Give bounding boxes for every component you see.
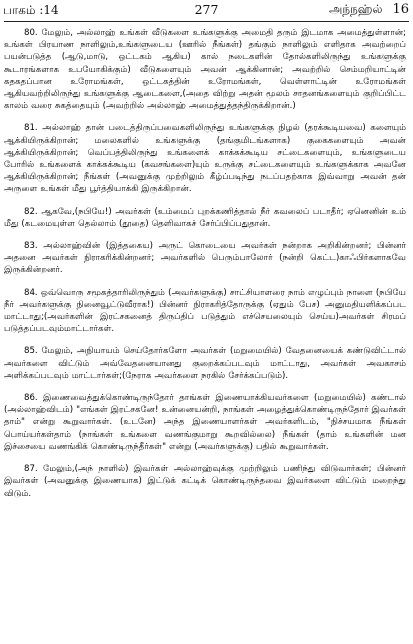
chapter-title: அந்நஹ்ல் bbox=[329, 2, 383, 16]
verse-83: 83. அல்லாஹ்வின் (இத்தகைய) அருட் கொடையை அவர்கள் நன்றாக அறிகின்றனர்; பின்னர் அதனை அவர்கள் நிராகரிக்கின்றனர்; அவர்களில் பெரும்பாலோர் (நன்றி கெட்ட)காஃபிர்களாகவே இருக்கின்றனர். bbox=[4, 241, 406, 276]
verse-84: 84. ஒவ்வொரு சமூகத்தாரிலிருந்தும் (அவர்களுக்கு) சாட்சியாளரை நாம் எழுப்பும் நாளை (நபியே நீர் அவர்களுக்கு நினைவூட்டுவீராக!) பின்னர் நிராகரித்தோருக்கு (ஏதும் பேச) அனுமதியளிக்கப்பட மாட்டாது;(அவர்களின் இரட்சகனைத் திருப்திப் படுத்தும் எச்செயலையும் செய்ய)அவர்கள் சிரமப் படுத்தப்படவும்மாட்டார்கள். bbox=[4, 287, 406, 335]
page-body bbox=[4, 27, 406, 642]
verse-86: 86. இணைவைத்துக்கொண்டிருந்தோர் தாங்கள் இணையாக்கியவர்களை (மறுமையில்) கண்டால் (அல்லாஹ்விடம்) "எங்கள் இரட்சகனே! உன்னையன்றி, நாங்கள் அழைத்துக்கொண்டிருந்தோர் இவர்கள் தாம்" என்று கூறுவார்கள். (உடனே) அந்த இணையாளர்கள் அவர்களிடம், "நிச்சயமாக நீங்கள் பொய்யர்கள்தாம் (நாங்கள் உங்களை வணங்குமாறு கூறவில்லை) நீங்கள் (தாம் உங்களின் மன இச்சையை வணங்கிக் கொண்டிருந்தீர்கள்" என்று (அவர்களுக்கு) பதில் கூறுவார்கள். bbox=[4, 393, 406, 452]
header-rule bbox=[4, 21, 409, 22]
verse-85: 85. மேலும், அநியாயம் செய்தோர்களோ அவர்கள் (மறுமையில்) வேதனையைக் கண்டுவிட்டால் அவர்களை விட்டும் அவ்வேதனையானது குறைக்கப்படவும் மாட்டாது, அவர்கள் அவகாசம் அளிக்கப்படவும் மாட்டார்கள்;(நேராக அவர்களை நரகில் சேர்க்கப்படும்). bbox=[4, 346, 406, 381]
verse-87: 87. மேலும்,(அந் நாளில்) இவர்கள் அல்லாஹ்வுக்கு முற்றிலும் பணிந்து விடுவார்கள்; பின்னர் இவர்கள் (அவனுக்கு இணையாக) இட்டுக் கட்டிக் கொண்டிருந்தவை இவர்களை விட்டும் மறைந்து விடும். bbox=[4, 464, 406, 499]
verse-82: 82. ஆகவே,(நபியே!) அவர்கள் (உம்மைப் புறக்கணித்தால் நீர் கவலைப் படாதீர்; ஏனெனின் உம் மீது (கடமையுள்ள தெல்லாம் (தூதை) தெளிவாகச் சேர்ப்பிப்பதுதான். bbox=[4, 206, 406, 229]
chapter-number: 16 bbox=[392, 2, 409, 17]
part-label: பாகம் :14 bbox=[3, 3, 59, 17]
verse-80: 80. மேலும், அல்லாஹ் உங்கள் வீடுகளை உங்களுக்கு அமைதி தரும் இடமாக அமைத்துள்ளான்; உங்கள் பிரயாண நாளிலும்,உங்களுடைய (ஊரில் நீங்கள்) தங்கும் நாளிலும் எளிதாக அவற்றைப் பயன்படுத்த (ஆடு,மாடு, ஒட்டகம் ஆகிய) கால் நடைகளின் தோல்களிலிருந்து உங்களுக்கு கூடாரங்களாக உபயோகிக்கும்) வீடுகளையும் அவன் ஆக்கினான்; அவற்றில் செம்மறியாட்டின் கதகதப்பான உரோமங்கள், ஒட்டகத்தின் உரோமங்கள், வெள்ளாட்டின் உரோமங்கள் ஆகியவற்றிலிருந்து உங்களுக்கு ஆடைகளை,(அதை விற்று அதன் மூலம் சாதனங்களையும் குறிப்பிட்ட காலம் வரை சுகத்தையும் (அவற்றில் அல்லாஹ் அமைத்துத்தந்திருக்கிறான்.) bbox=[4, 28, 406, 112]
verse-81: 81. அல்லாஹ் தான் படைத்திருப்பவைகளிலிருந்து உங்களுக்கு நிழல் (தரக்கூடியவை) களையும் ஆக்கியிருக்கிறான்; மலைகளில் உங்களுக்கு (தங்குமிடங்களாக) குகைகளையும் அவன் ஆக்கியிருக்கிறான்; வெப்பத்திலிருந்து உங்களைக் காக்கக்கூடிய சட்டைகளையும், உங்களுடைய போரில் உங்களைக் காக்கக்கூடிய (கவசங்களை)யும் உருக்கு சட்டைகளையும் உங்களுக்காக அவனே ஆக்கியிருக்கிறான்; நீங்கள் (அவனுக்கு முற்றிலும் கீழ்ப்படிந்து நடப்பதற்காக இவ்வாறு அவன் தன் அருளை உங்கள் மீது பூர்த்தியாக்கி இருக்கிறான். bbox=[4, 123, 406, 195]
page-header bbox=[0, 0, 413, 22]
page-number: 277 bbox=[194, 2, 219, 17]
chapter-title-group bbox=[329, 2, 409, 18]
